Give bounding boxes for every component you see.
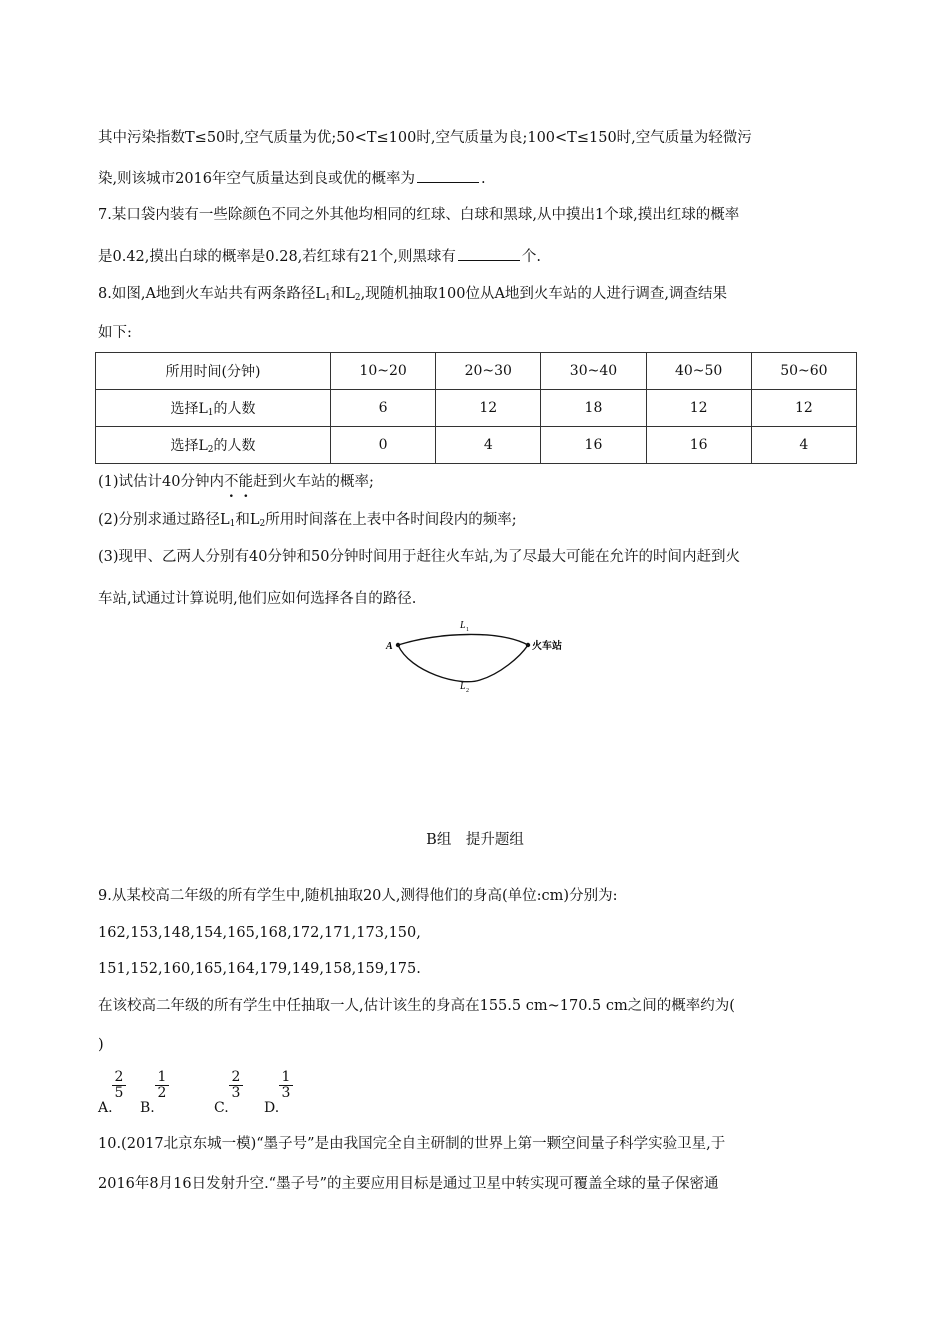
option-b-label: B. bbox=[140, 1100, 155, 1116]
q10-line-1: 10.(2017北京东城一模)“墨子号”是由我国完全自主研制的世界上第一颗空间量子科学实验卫星,于 bbox=[98, 1136, 726, 1152]
q10-line-2: 2016年8月16日发射升空.“墨子号”的主要应用目标是通过卫星中转实现可覆盖全球的量子保密通 bbox=[98, 1176, 719, 1192]
row-label-text: 选择L bbox=[170, 401, 208, 417]
q8-text-c: ,现随机抽取100位从A地到火车站的人进行调查,调查结果 bbox=[360, 286, 728, 302]
table-row bbox=[96, 390, 857, 427]
fraction-numerator: 1 bbox=[279, 1070, 293, 1086]
q9-line-5: ) bbox=[98, 1037, 104, 1053]
table-header-row bbox=[96, 353, 857, 390]
fraction-denominator: 2 bbox=[157, 1085, 167, 1101]
q8-emphasis-char: 能 bbox=[238, 474, 253, 490]
fraction-numerator: 1 bbox=[155, 1070, 169, 1086]
path-l2-label: L bbox=[460, 681, 466, 692]
q7-line-1: 7.某口袋内装有一些除颜色不同之外其他均相同的红球、白球和黑球,从中摸出1个球,摸出红球的概率 bbox=[98, 207, 740, 223]
table-header-cell: 40~50 bbox=[646, 353, 751, 390]
q8-text-b: 和L bbox=[330, 286, 355, 302]
path-l2-sub: 2 bbox=[466, 688, 469, 694]
q6-line-2-text: 染,则该城市2016年空气质量达到良或优的概率为 bbox=[98, 171, 416, 187]
table-cell: 18 bbox=[541, 390, 646, 427]
travel-time-table bbox=[95, 352, 857, 464]
row-label-sub: 2 bbox=[207, 445, 214, 455]
point-a-marker bbox=[396, 643, 400, 647]
option-d-fraction bbox=[279, 1070, 293, 1101]
table-header-cell: 50~60 bbox=[751, 353, 856, 390]
q8-part-1-text: 赶到火车站的概率; bbox=[253, 474, 374, 490]
route-diagram bbox=[380, 612, 580, 694]
q8-part-1 bbox=[98, 472, 374, 492]
fraction-denominator: 3 bbox=[281, 1085, 291, 1101]
option-a-fraction bbox=[112, 1070, 126, 1101]
q7-line-2 bbox=[98, 246, 541, 267]
q8-part-3-line-2: 车站,试通过计算说明,他们应如何选择各自的路径. bbox=[98, 591, 417, 607]
q7-line-2-text: 是0.42,摸出白球的概率是0.28,若红球有21个,则黑球有 bbox=[98, 249, 456, 265]
table-cell: 16 bbox=[646, 427, 751, 464]
row-label-text: 选择L bbox=[170, 438, 208, 454]
q8-emphasis-char: 不 bbox=[224, 474, 239, 490]
q8-part-2-text: 所用时间落在上表中各时间段内的频率; bbox=[265, 512, 517, 528]
q9-line-4: 在该校高二年级的所有学生中任抽取一人,估计该生的身高在155.5 cm~170.5 cm之间的概率约为( bbox=[98, 998, 735, 1014]
fraction-numerator: 2 bbox=[229, 1070, 243, 1086]
row-label-text: 的人数 bbox=[213, 401, 256, 417]
q8-part-2-sub: 1 bbox=[229, 519, 236, 529]
table-cell: 12 bbox=[436, 390, 541, 427]
q8-sub-1: 1 bbox=[325, 293, 331, 303]
path-l1-curve bbox=[398, 634, 528, 645]
table-cell: 4 bbox=[436, 427, 541, 464]
table-cell: 0 bbox=[331, 427, 436, 464]
table-header-cell: 10~20 bbox=[331, 353, 436, 390]
table-row bbox=[96, 427, 857, 464]
q8-part-2-text: (2)分别求通过路径L bbox=[98, 512, 230, 528]
option-a-label: A. bbox=[98, 1100, 113, 1116]
table-cell: 12 bbox=[646, 390, 751, 427]
row-label-text: 的人数 bbox=[213, 438, 256, 454]
fraction-denominator: 3 bbox=[231, 1085, 241, 1101]
q8-text-a: 8.如图,A地到火车站共有两条路径L bbox=[98, 286, 326, 302]
q6-line-2-end: . bbox=[481, 171, 486, 187]
option-b-fraction bbox=[155, 1070, 169, 1101]
option-c-label: C. bbox=[214, 1100, 229, 1116]
row-label-l1 bbox=[96, 390, 331, 427]
q7-line-2-end: 个. bbox=[521, 249, 541, 265]
path-l1-sub: 1 bbox=[466, 627, 469, 633]
q8-part-1-text: (1)试估计40分钟内 bbox=[98, 474, 224, 490]
q7-answer-blank bbox=[458, 246, 520, 261]
table-header-cell: 所用时间(分钟) bbox=[96, 353, 331, 390]
q8-line-1 bbox=[98, 284, 727, 308]
table-header-cell: 30~40 bbox=[541, 353, 646, 390]
option-d-label: D. bbox=[264, 1100, 280, 1116]
section-title: B组 提升题组 bbox=[426, 832, 524, 848]
q6-line-2 bbox=[98, 168, 486, 189]
table-cell: 12 bbox=[751, 390, 856, 427]
table-header-cell: 20~30 bbox=[436, 353, 541, 390]
q9-line-3: 151,152,160,165,164,179,149,158,159,175. bbox=[98, 961, 421, 977]
table-cell: 16 bbox=[541, 427, 646, 464]
q6-line-1: 其中污染指数T≤50时,空气质量为优;50<T≤100时,空气质量为良;100<T≤150时,空气质量为轻微污 bbox=[98, 130, 752, 146]
q8-part-2 bbox=[98, 510, 517, 534]
q9-line-1: 9.从某校高二年级的所有学生中,随机抽取20人,测得他们的身高(单位:cm)分别为: bbox=[98, 888, 618, 904]
q8-sub-2: 2 bbox=[354, 293, 361, 303]
fraction-denominator: 5 bbox=[114, 1085, 124, 1101]
path-l1-label: L bbox=[460, 620, 466, 631]
table-cell: 6 bbox=[331, 390, 436, 427]
station-label: 火车站 bbox=[532, 641, 562, 652]
q6-answer-blank bbox=[417, 168, 479, 183]
option-c-fraction bbox=[229, 1070, 243, 1101]
row-label-l2 bbox=[96, 427, 331, 464]
q9-line-2: 162,153,148,154,165,168,172,171,173,150, bbox=[98, 925, 421, 941]
point-a-label: A bbox=[386, 641, 393, 652]
row-label-sub: 1 bbox=[207, 408, 214, 418]
path-l2-curve bbox=[398, 645, 528, 682]
q8-part-2-text: 和L bbox=[235, 512, 260, 528]
q8-part-3-line-1: (3)现甲、乙两人分别有40分钟和50分钟时间用于赶往火车站,为了尽最大可能在允许的时间内赶到火 bbox=[98, 549, 741, 565]
table-cell: 4 bbox=[751, 427, 856, 464]
q8-line-2: 如下: bbox=[98, 325, 132, 341]
station-marker bbox=[526, 643, 530, 647]
q8-part-2-sub: 2 bbox=[259, 519, 266, 529]
fraction-numerator: 2 bbox=[112, 1070, 126, 1086]
